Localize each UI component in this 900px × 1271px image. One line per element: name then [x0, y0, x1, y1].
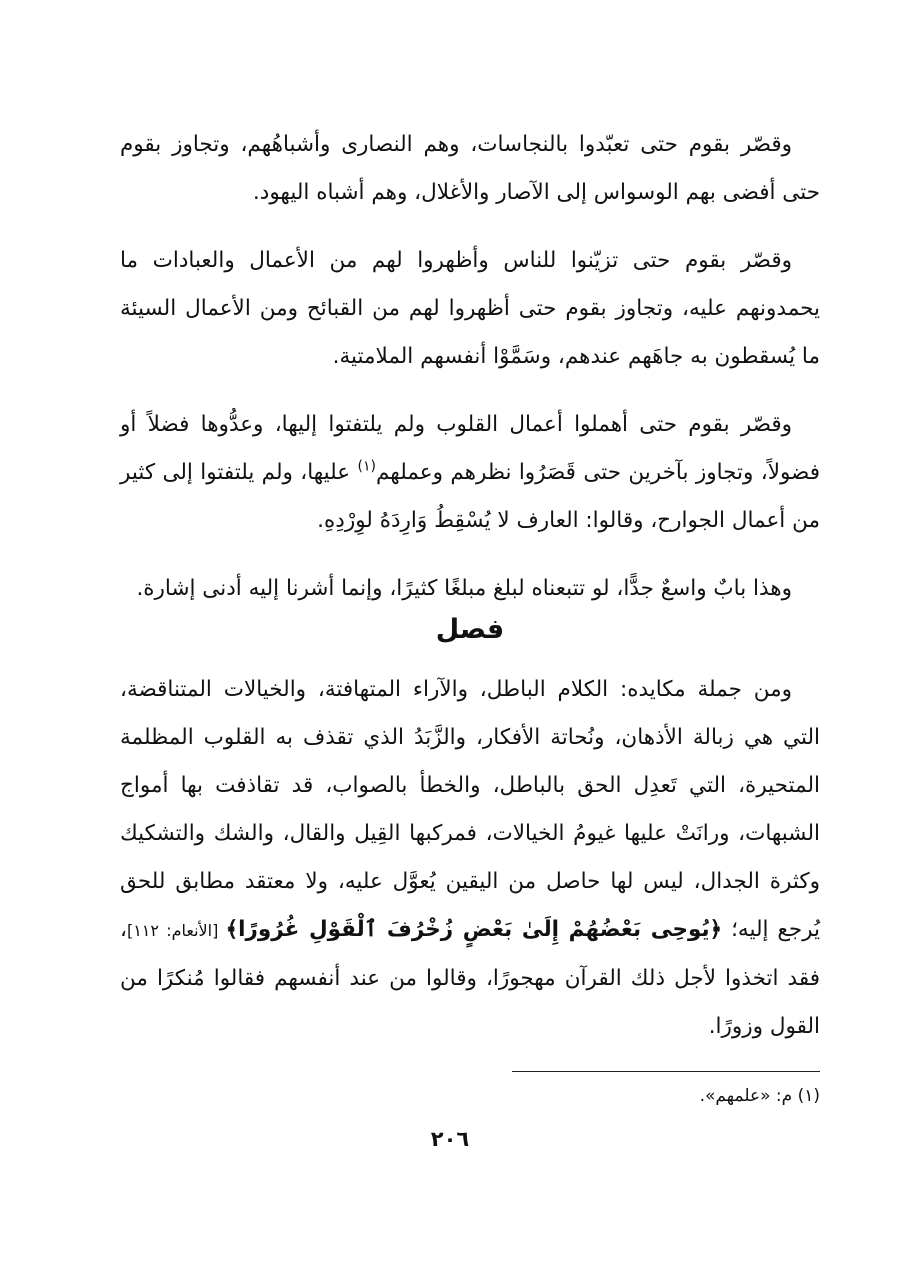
- section-heading: فصل: [435, 614, 505, 645]
- paragraph-1: وقصّر بقوم حتى تعبّدوا بالنجاسات، وهم النصارى وأشباهُهم، وتجاوز بقوم حتى أفضى بهم الوسواس إلى الآصار والأغلال، وهم أشباه اليهود.: [120, 132, 820, 205]
- quran-quote: ﴿يُوحِى بَعْضُهُمْ إِلَىٰ بَعْضٍ زُخْرُفَ ٱلْقَوْلِ غُرُورًا﴾: [225, 917, 723, 942]
- main-text: [120, 121, 820, 613]
- paragraph-3: [120, 401, 820, 545]
- section-paragraph-part-2: ، فقد اتخذوا لأجل ذلك القرآن مهجورًا، وقالوا من عند أنفسهم فقالوا مُنكرًا من القول وزورًا.: [120, 917, 820, 1039]
- footnote: (١) م: «علمهم».: [699, 1086, 820, 1106]
- quran-reference: [الأنعام: ١١٢]: [126, 921, 226, 940]
- section-paragraph: [120, 666, 820, 1051]
- paragraph-2: وقصّر بقوم حتى تزيّنوا للناس وأظهروا لهم من الأعمال والعبادات ما يحمدونهم عليه، وتجاوز بقوم حتى أظهروا لهم من القبائح ومن الأعمال السيئة ما يُسقطون به جاهَهم عندهم، وسَمَّوْا أنفسهم الملامتية.: [120, 248, 820, 369]
- paragraph-3-part-1: وقصّر بقوم حتى أهملوا أعمال القلوب ولم يلتفتوا إليها، وعدُّوها فضلاً أو فضولاً، وتجاوز بآخرين حتى قَصَرُوا نظرهم وعملهم: [120, 412, 820, 485]
- footnote-divider: [512, 1071, 820, 1072]
- page-number: ٢٠٦: [430, 1127, 470, 1151]
- paragraph-3-part-2: عليها، ولم يلتفتوا إلى كثير من أعمال الجوارح، وقالوا: العارف لا يُسْقِطُ وَارِدَهُ لوِرْدِهِ.: [120, 460, 820, 533]
- section-text: [120, 666, 820, 1051]
- footnote-marker: (١): [357, 458, 376, 475]
- paragraph-4: وهذا بابٌ واسعٌ جدًّا، لو تتبعناه لبلغ مبلغًا كثيرًا، وإنما أشرنا إليه أدنى إشارة.: [136, 576, 792, 601]
- section-paragraph-part-1: ومن جملة مكايده: الكلام الباطل، والآراء المتهافتة، والخيالات المتناقضة، التي هي زبالة الأذهان، ونُحاتة الأفكار، والزَّبَدُ الذي تقذف به القلوب المظلمة المتحيرة، التي تَعدِل الحق بالباطل، والخطأ بالصواب، قد تقاذفت بها أمواج الشبهات، ورانَتْ عليها غيومُ الخيالات، فمركبها القِيل والقال، والشك والتشكيك وكثرة الجدال، ليس لها حاصل من اليقين يُعوَّل عليه، ولا معتقد مطابق للحق يُرجع إليه؛: [120, 677, 821, 942]
